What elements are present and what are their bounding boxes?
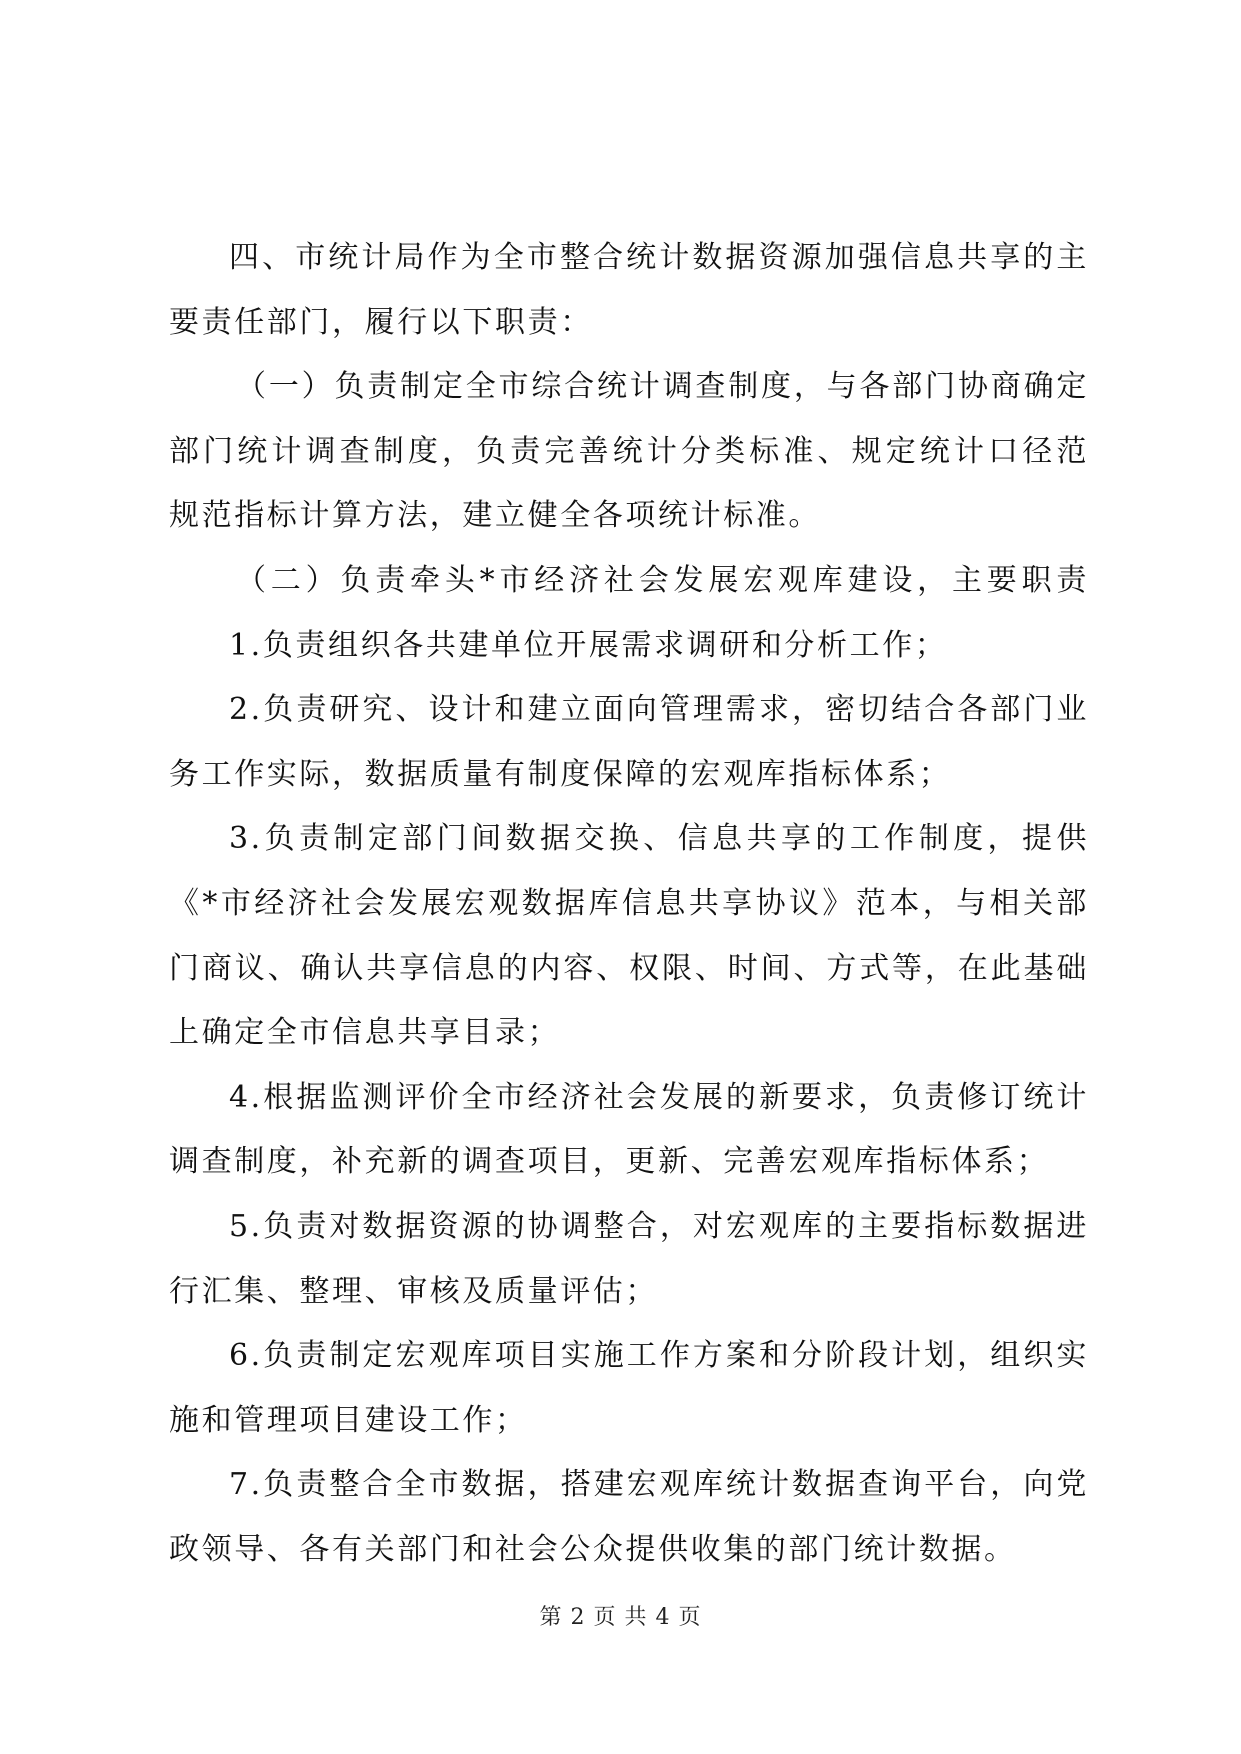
item-2-line-1: （二）负责牵头*市经济社会发展宏观库建设，主要职责 [236,562,1089,598]
duty-7-line-2: 政领导、各有关部门和社会公众提供收集的部门统计数据。 [169,1531,1017,1567]
duty-5-line-1: 5.负责对数据资源的协调整合，对宏观库的主要指标数据进 [229,1208,1089,1244]
duty-3-line-2: 《*市经济社会发展宏观数据库信息共享协议》范本，与相关部 [169,885,1089,921]
duty-3-line-3: 门商议、确认共享信息的内容、权限、时间、方式等，在此基础 [169,950,1089,986]
duty-6-line-1: 6.负责制定宏观库项目实施工作方案和分阶段计划，组织实 [229,1338,1089,1374]
page-footer: 第 2 页 共 4 页 [539,1605,702,1630]
duty-2-line-1: 2.负责研究、设计和建立面向管理需求，密切结合各部门业 [229,692,1089,728]
paragraph-4-line-1: 四、市统计局作为全市整合统计数据资源加强信息共享的主 [229,240,1089,275]
duty-3-line-4: 上确定全市信息共享目录； [169,1015,561,1051]
duty-4-line-2: 调查制度，补充新的调查项目，更新、完善宏观库指标体系； [169,1144,1050,1180]
duty-1-line-1: 1.负责组织各共建单位开展需求调研和分析工作； [229,627,948,663]
item-1-line-3: 规范指标计算方法，建立健全各项统计标准。 [169,498,821,534]
item-1-line-2: 部门统计调查制度，负责完善统计分类标准、规定统计口径范 [169,433,1089,469]
body-text [169,226,1089,1582]
duty-4-line-1: 4.根据监测评价全市经济社会发展的新要求，负责修订统计 [229,1079,1089,1115]
duty-6-line-2: 施和管理项目建设工作； [169,1402,528,1438]
duty-5-line-2: 行汇集、整理、审核及质量评估； [169,1273,658,1309]
duty-3-line-1: 3.负责制定部门间数据交换、信息共享的工作制度，提供 [229,821,1089,857]
paragraph-4-line-2: 要责任部门，履行以下职责： [169,304,593,340]
item-1-line-1: （一）负责制定全市综合统计调查制度，与各部门协商确定 [236,369,1089,405]
duty-7-line-1: 7.负责整合全市数据，搭建宏观库统计数据查询平台，向党 [229,1467,1089,1503]
duty-2-line-2: 务工作实际，数据质量有制度保障的宏观库指标体系； [169,756,952,792]
